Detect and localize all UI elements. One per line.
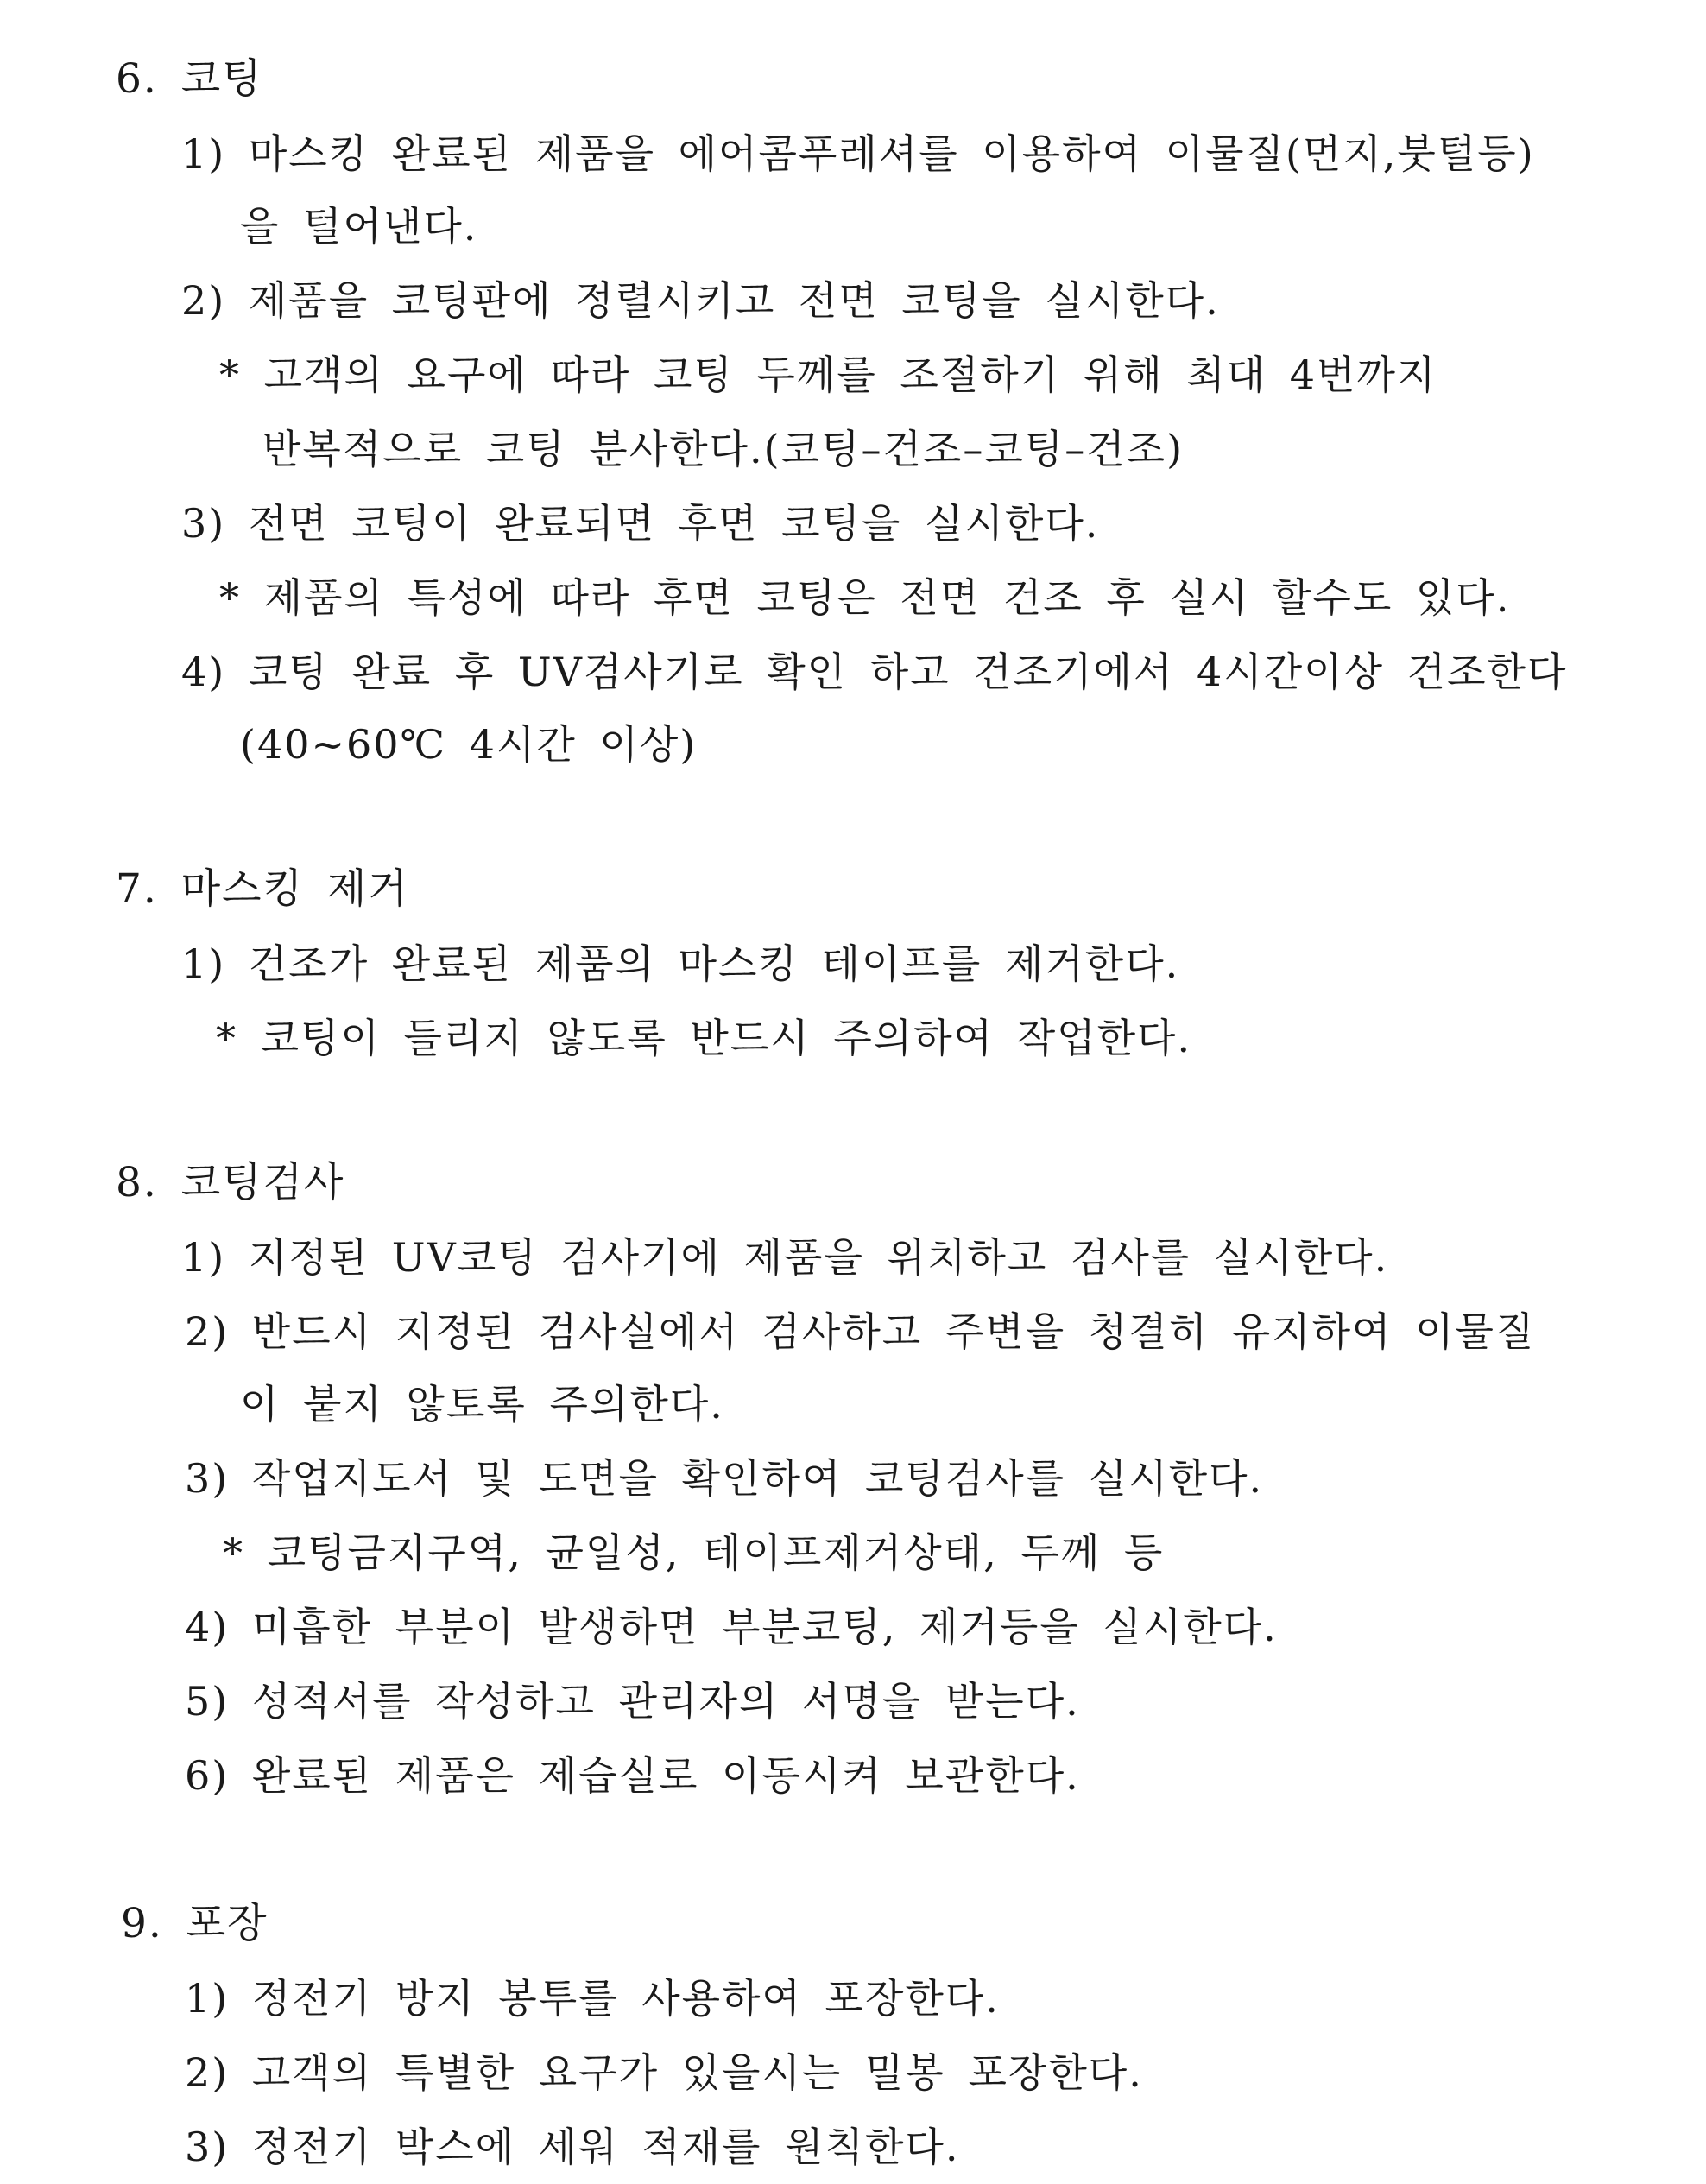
step-1-line: 1) 건조가 완료된 제품의 마스킹 테이프를 제거한다. xyxy=(181,940,1180,987)
step-5-line: 5) 성적서를 작성하고 관리자의 서명을 받는다. xyxy=(185,1678,1080,1725)
note-line-1: * 고객의 요구에 따라 코팅 두께를 조절하기 위해 최대 4번까지 xyxy=(219,351,1437,398)
note-line-3: * 제품의 특성에 따라 후면 코팅은 전면 건조 후 실시 할수도 있다. xyxy=(219,574,1511,621)
step-3-line: 3) 정전기 박스에 세워 적재를 원칙한다. xyxy=(185,2124,960,2170)
step-1-line-1: 1) 마스킹 완료된 제품을 에어콤푸레셔를 이용하여 이물질(먼지,붓털등) xyxy=(181,130,1535,177)
step-2-line: 2) 제품을 코팅판에 정렬시키고 전면 코팅을 실시한다. xyxy=(181,277,1220,324)
note-line: * 코팅이 들리지 않도록 반드시 주의하여 작업한다. xyxy=(216,1015,1192,1061)
step-1-line-2: 을 털어낸다. xyxy=(240,203,478,250)
section-heading-packaging: 9. 포장 xyxy=(121,1900,269,1947)
step-2-line-1: 2) 반드시 지정된 검사실에서 검사하고 주변을 청결히 유지하여 이물질 xyxy=(185,1308,1536,1355)
step-1-line: 1) 지정된 UV코팅 검사기에 제품을 위치하고 검사를 실시한다. xyxy=(181,1234,1389,1281)
step-3-line: 3) 작업지도서 및 도면을 확인하여 코팅검사를 실시한다. xyxy=(185,1455,1264,1502)
step-6-line: 6) 완료된 제품은 제습실로 이동시켜 보관한다. xyxy=(185,1752,1080,1799)
step-4-line-1: 4) 코팅 완료 후 UV검사기로 확인 하고 건조기에서 4시간이상 건조한다 xyxy=(181,649,1568,695)
step-1-line: 1) 정전기 방지 봉투를 사용하여 포장한다. xyxy=(185,1975,1000,2022)
step-2-line-2: 이 붙지 않토록 주의한다. xyxy=(240,1381,724,1428)
note-line-2: 반복적으로 코팅 분사한다.(코팅–건조–코팅–건조) xyxy=(262,426,1185,472)
section-heading-coating: 6. 코팅 xyxy=(116,55,263,103)
section-heading-mask-removal: 7. 마스킹 제거 xyxy=(116,865,409,913)
note-line: * 코팅금지구역, 균일성, 테이프제거상태, 두께 등 xyxy=(223,1529,1165,1576)
step-2-line: 2) 고객의 특별한 요구가 있을시는 밀봉 포장한다. xyxy=(185,2049,1143,2096)
step-4-line-2: (40~60℃ 4시간 이상) xyxy=(240,721,698,768)
step-4-line: 4) 미흡한 부분이 발생하면 부분코팅, 제거등을 실시한다. xyxy=(185,1604,1278,1650)
step-3-line: 3) 전면 코팅이 완료되면 후면 코팅을 실시한다. xyxy=(181,500,1100,547)
section-heading-coating-inspection: 8. 코팅검사 xyxy=(116,1159,345,1206)
